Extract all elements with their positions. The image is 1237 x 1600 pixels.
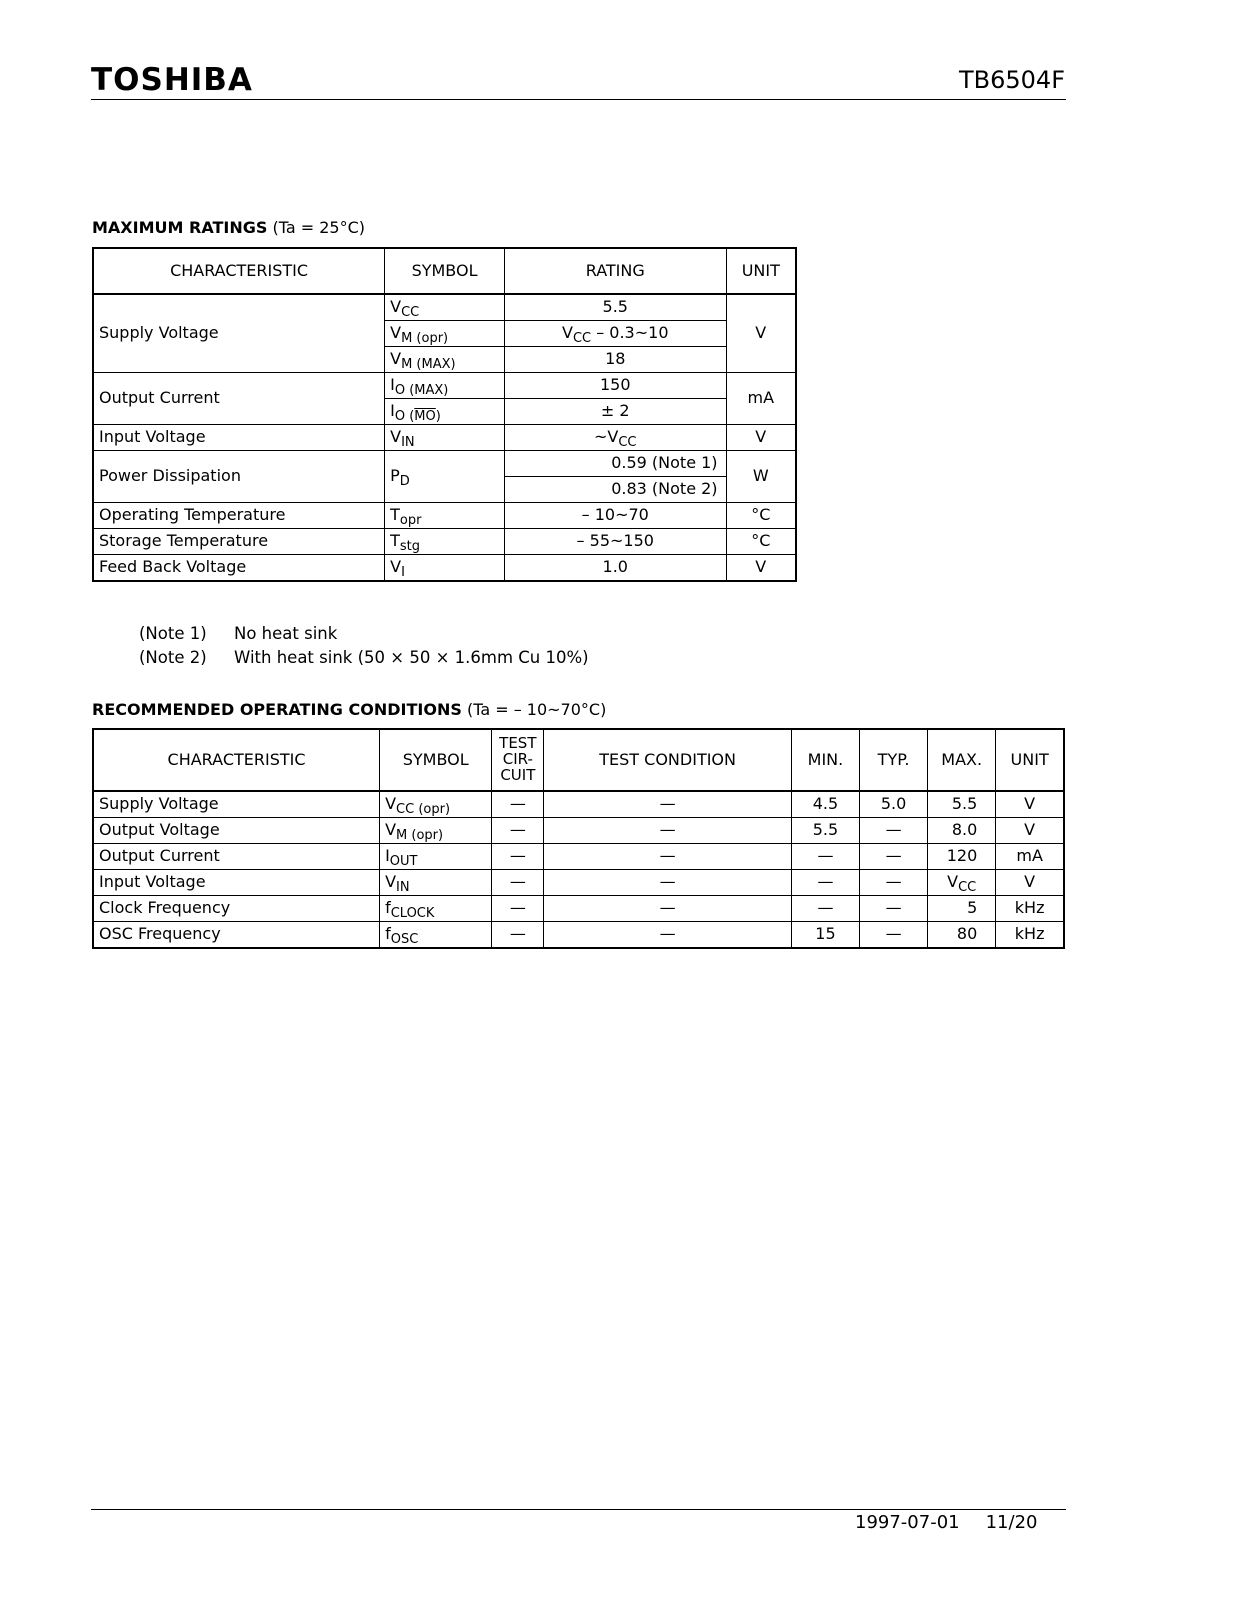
rating-cell: – 55~150 xyxy=(504,529,726,555)
column-header-test-circuit: TEST CIR- CUIT xyxy=(492,729,544,791)
characteristic-cell: Feed Back Voltage xyxy=(93,555,385,582)
unit-cell: W xyxy=(726,451,796,503)
test-circuit-cell: — xyxy=(492,922,544,949)
column-header: MAX. xyxy=(928,729,996,791)
table-row xyxy=(93,529,796,555)
column-header: CHARACTERISTIC xyxy=(93,248,385,294)
test-circuit-cell: — xyxy=(492,818,544,844)
characteristic-cell: Output Voltage xyxy=(93,818,380,844)
table-row xyxy=(93,844,1064,870)
characteristic-cell: OSC Frequency xyxy=(93,922,380,949)
unit-cell: kHz xyxy=(996,896,1064,922)
column-header: CHARACTERISTIC xyxy=(93,729,380,791)
rec-conditions-table xyxy=(92,728,1065,949)
symbol-cell: $I_{O (MAX)}$ xyxy=(385,373,505,399)
unit-cell: V xyxy=(726,555,796,582)
rating-cell: $\sim V_{CC}$ xyxy=(504,425,726,451)
test-condition-cell: — xyxy=(544,844,792,870)
table-row xyxy=(93,896,1064,922)
unit-cell: V xyxy=(996,818,1064,844)
max-cell: 8.0 xyxy=(928,818,996,844)
rating-cell: 18 xyxy=(504,347,726,373)
column-header: RATING xyxy=(504,248,726,294)
typ-cell: — xyxy=(860,896,928,922)
table-row xyxy=(93,818,1064,844)
min-cell: — xyxy=(791,844,859,870)
symbol-cell: $T_{stg}$ xyxy=(385,529,505,555)
footer-date: 1997-07-01 xyxy=(855,1512,960,1533)
notes xyxy=(139,622,589,670)
unit-cell: V xyxy=(726,425,796,451)
typ-cell: — xyxy=(860,844,928,870)
typ-cell: — xyxy=(860,818,928,844)
column-header: SYMBOL xyxy=(380,729,492,791)
characteristic-cell: Input Voltage xyxy=(93,425,385,451)
unit-cell: °C xyxy=(726,529,796,555)
test-circuit-cell: — xyxy=(492,844,544,870)
min-cell: — xyxy=(791,870,859,896)
table-row xyxy=(93,294,796,321)
test-condition-cell: — xyxy=(544,791,792,818)
unit-cell: kHz xyxy=(996,922,1064,949)
column-header: SYMBOL xyxy=(385,248,505,294)
unit-cell: mA xyxy=(996,844,1064,870)
symbol-cell: $f_{OSC}$ xyxy=(380,922,492,949)
max-cell: 5.5 xyxy=(928,791,996,818)
rec-conditions-heading xyxy=(92,700,606,719)
table-row xyxy=(93,555,796,582)
symbol-cell: $V_I$ xyxy=(385,555,505,582)
characteristic-cell: Power Dissipation xyxy=(93,451,385,503)
typ-cell: — xyxy=(860,922,928,949)
symbol-cell: $V_{IN}$ xyxy=(385,425,505,451)
column-header: UNIT xyxy=(996,729,1064,791)
characteristic-cell: Operating Temperature xyxy=(93,503,385,529)
symbol-cell: $T_{opr}$ xyxy=(385,503,505,529)
test-condition-cell: — xyxy=(544,870,792,896)
header-rule xyxy=(91,99,1066,100)
test-circuit-cell: — xyxy=(492,896,544,922)
symbol-cell: $I_{OUT}$ xyxy=(380,844,492,870)
column-header: TEST CONDITION xyxy=(544,729,792,791)
part-number: TB6504F xyxy=(958,66,1065,94)
symbol-cell: $V_{M (opr)}$ xyxy=(380,818,492,844)
min-cell: 4.5 xyxy=(791,791,859,818)
table-row xyxy=(93,791,1064,818)
characteristic-cell: Supply Voltage xyxy=(93,294,385,373)
test-condition-cell: — xyxy=(544,896,792,922)
test-circuit-cell: — xyxy=(492,870,544,896)
footer-rule xyxy=(91,1509,1066,1510)
rec-conditions-title: RECOMMENDED OPERATING CONDITIONS xyxy=(92,700,462,719)
table-row xyxy=(93,503,796,529)
symbol-cell: $V_{M (opr)}$ xyxy=(385,321,505,347)
rating-cell: 5.5 xyxy=(504,294,726,321)
unit-cell: mA xyxy=(726,373,796,425)
rating-cell: 0.83 (Note 2) xyxy=(504,477,726,503)
test-circuit-cell: — xyxy=(492,791,544,818)
toshiba-logo: TOSHIBA xyxy=(91,62,253,98)
symbol-cell: $V_{M (MAX)}$ xyxy=(385,347,505,373)
max-cell: $V_{CC}$ xyxy=(928,870,996,896)
column-header: MIN. xyxy=(791,729,859,791)
rec-conditions-condition: (Ta = – 10~70°C) xyxy=(466,700,607,719)
table-row xyxy=(93,425,796,451)
max-cell: 120 xyxy=(928,844,996,870)
table-header-row xyxy=(93,248,796,294)
table-row xyxy=(93,922,1064,949)
rating-cell: 1.0 xyxy=(504,555,726,582)
characteristic-cell: Output Current xyxy=(93,373,385,425)
note-2: (Note 2) With heat sink (50 × 50 × 1.6mm Cu 10%) xyxy=(139,648,589,667)
unit-cell: V xyxy=(996,791,1064,818)
unit-cell: °C xyxy=(726,503,796,529)
characteristic-cell: Storage Temperature xyxy=(93,529,385,555)
rating-cell: – 10~70 xyxy=(504,503,726,529)
min-cell: — xyxy=(791,896,859,922)
symbol-cell: $V_{CC}$ xyxy=(385,294,505,321)
column-header: UNIT xyxy=(726,248,796,294)
table-row xyxy=(93,451,796,477)
max-cell: 80 xyxy=(928,922,996,949)
rating-cell: 150 xyxy=(504,373,726,399)
unit-cell: V xyxy=(726,294,796,373)
symbol-cell: $f_{CLOCK}$ xyxy=(380,896,492,922)
min-cell: 5.5 xyxy=(791,818,859,844)
max-ratings-heading xyxy=(92,218,365,237)
table-row xyxy=(93,373,796,399)
page-number: 11/20 xyxy=(985,1512,1038,1533)
rating-cell: 0.59 (Note 1) xyxy=(504,451,726,477)
max-ratings-title: MAXIMUM RATINGS xyxy=(92,218,268,237)
note-1: (Note 1) No heat sink xyxy=(139,624,338,643)
unit-cell: V xyxy=(996,870,1064,896)
table-row xyxy=(93,870,1064,896)
symbol-cell: $P_D$ xyxy=(385,451,505,503)
rating-cell: $V_{CC}$ – 0.3~10 xyxy=(504,321,726,347)
footer xyxy=(855,1512,1037,1533)
max-ratings-condition: (Ta = 25°C) xyxy=(272,218,365,237)
rating-cell: ± 2 xyxy=(504,399,726,425)
symbol-cell: $V_{IN}$ xyxy=(380,870,492,896)
characteristic-cell: Output Current xyxy=(93,844,380,870)
test-condition-cell: — xyxy=(544,818,792,844)
test-condition-cell: — xyxy=(544,922,792,949)
column-header: TYP. xyxy=(860,729,928,791)
characteristic-cell: Input Voltage xyxy=(93,870,380,896)
min-cell: 15 xyxy=(791,922,859,949)
characteristic-cell: Clock Frequency xyxy=(93,896,380,922)
symbol-cell: $I_{O (\overline{MO})}$ xyxy=(385,399,505,425)
typ-cell: — xyxy=(860,870,928,896)
max-ratings-table xyxy=(92,247,797,582)
max-cell: 5 xyxy=(928,896,996,922)
characteristic-cell: Supply Voltage xyxy=(93,791,380,818)
typ-cell: 5.0 xyxy=(860,791,928,818)
table-header-row xyxy=(93,729,1064,791)
symbol-cell: $V_{CC (opr)}$ xyxy=(380,791,492,818)
